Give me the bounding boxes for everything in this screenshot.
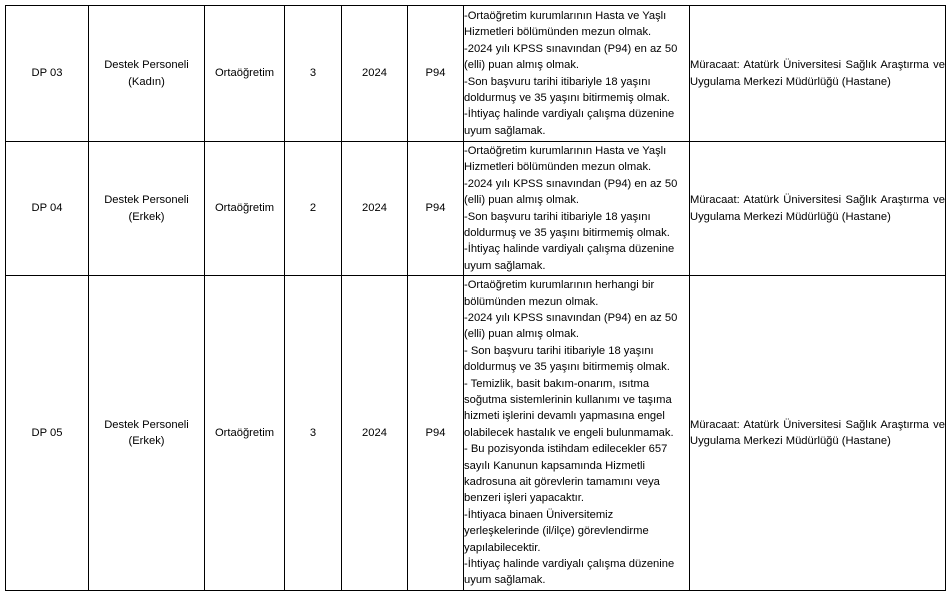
application-info-cell: Müracaat: Atatürk Üniversitesi Sağlık Araştırma ve Uygulama Merkezi Müdürlüğü (Hastane) [690, 6, 946, 142]
exam-year-cell: 2024 [342, 276, 408, 591]
requirement-line: Hizmetleri bölümünden mezun olmak. [464, 26, 652, 39]
requirement-line: - Son başvuru tarihi itibariyle 18 yaşını [464, 344, 654, 357]
score-type-cell: P94 [408, 276, 464, 591]
requirement-line: - Temizlik, basit bakım-onarım, ısıtma [464, 377, 650, 390]
position-title-cell [89, 142, 205, 276]
requirement-line: -2024 yılı KPSS sınavından (P94) en az 50 [464, 177, 678, 190]
requirement-line: soğutma sistemlerinin kullanımı ve taşıma [464, 393, 672, 406]
application-info-cell: Müracaat: Atatürk Üniversitesi Sağlık Araştırma ve Uygulama Merkezi Müdürlüğü (Hastane) [690, 142, 946, 276]
requirement-line: -Ortaöğretim kurumlarının Hasta ve Yaşlı [464, 144, 667, 157]
requirement-line: -Ortaöğretim kurumlarının Hasta ve Yaşlı [464, 9, 667, 22]
requirement-line: -Son başvuru tarihi itibariyle 18 yaşını [464, 210, 651, 223]
position-title-cell [89, 6, 205, 142]
requirement-line: -İhtiyaç halinde vardiyalı çalışma düzenine [464, 108, 675, 121]
position-title-line: Destek Personeli [104, 59, 189, 72]
position-code-cell: DP 03 [6, 6, 89, 142]
requirement-line: uyum sağlamak. [464, 124, 546, 137]
position-title-cell [89, 276, 205, 591]
requirement-line: uyum sağlamak. [464, 259, 546, 272]
position-title-qualifier: (Erkek) [128, 435, 165, 447]
position-code-cell: DP 05 [6, 276, 89, 591]
requirement-line: Hizmetleri bölümünden mezun olmak. [464, 161, 652, 174]
score-type-cell: P94 [408, 142, 464, 276]
job-postings-table [5, 5, 946, 591]
requirement-line: (elli) puan almış olmak. [464, 194, 580, 207]
requirement-line: - Bu pozisyonda istihdam edilecekler 657 [464, 443, 668, 456]
requirement-line: sayılı Kanunun kapsamında Hizmetli [464, 459, 645, 472]
requirement-line: doldurmuş ve 35 yaşını bitirmemiş olmak. [464, 226, 670, 239]
requirement-line: doldurmuş ve 35 yaşını bitirmemiş olmak. [464, 91, 670, 104]
score-type-cell: P94 [408, 6, 464, 142]
requirements-cell [464, 142, 690, 276]
exam-year-cell: 2024 [342, 6, 408, 142]
position-title-qualifier: (Erkek) [128, 210, 165, 223]
education-level-cell: Ortaöğretim [205, 276, 285, 591]
requirement-line: -2024 yılı KPSS sınavından (P94) en az 50 [464, 42, 678, 55]
requirement-line: -Son başvuru tarihi itibariyle 18 yaşını [464, 75, 651, 88]
requirements-cell [464, 276, 690, 591]
quantity-cell: 3 [285, 276, 342, 591]
requirement-line: doldurmuş ve 35 yaşını bitirmemiş olmak. [464, 361, 670, 374]
education-level-cell: Ortaöğretim [205, 6, 285, 142]
requirement-line: -İhtiyaç halinde vardiyalı çalışma düzenine [464, 558, 675, 571]
requirement-line: -İhtiyaca binaen Üniversitemiz [464, 508, 614, 521]
position-title-qualifier: (Kadın) [128, 75, 165, 88]
requirement-line: -İhtiyaç halinde vardiyalı çalışma düzenine [464, 243, 675, 256]
quantity-cell: 2 [285, 142, 342, 276]
requirement-line: (elli) puan almış olmak. [464, 328, 580, 341]
table-row [6, 6, 946, 142]
requirement-line: bölümünden mezun olmak. [464, 295, 599, 308]
requirement-line: uyum sağlamak. [464, 574, 546, 587]
position-code-cell: DP 04 [6, 142, 89, 276]
table-row [6, 142, 946, 276]
position-title-line: Destek Personeli [104, 194, 189, 207]
table-row [6, 276, 946, 591]
requirement-line: yerleşkelerinde (il/ilçe) görevlendirme [464, 525, 649, 538]
requirement-line: (elli) puan almış olmak. [464, 59, 580, 72]
requirement-line: yapılabilecektir. [464, 541, 541, 554]
education-level-cell: Ortaöğretim [205, 142, 285, 276]
exam-year-cell: 2024 [342, 142, 408, 276]
quantity-cell: 3 [285, 6, 342, 142]
application-info-cell: Müracaat: Atatürk Üniversitesi Sağlık Araştırma ve Uygulama Merkezi Müdürlüğü (Hastane) [690, 276, 946, 591]
position-title-line: Destek Personeli [104, 418, 189, 431]
requirements-cell [464, 6, 690, 142]
requirement-line: kadrosuna ait görevlerin tamamını veya [464, 476, 660, 489]
requirement-line: benzeri işleri yapacaktır. [464, 492, 585, 505]
requirement-line: -2024 yılı KPSS sınavından (P94) en az 50 [464, 311, 678, 324]
requirement-line: hizmeti işlerini devamlı yapmasına engel [464, 410, 665, 423]
requirement-line: olabilecek hastalık ve engeli bulunmamak. [464, 426, 674, 439]
requirement-line: -Ortaöğretim kurumlarının herhangi bir [464, 279, 655, 292]
